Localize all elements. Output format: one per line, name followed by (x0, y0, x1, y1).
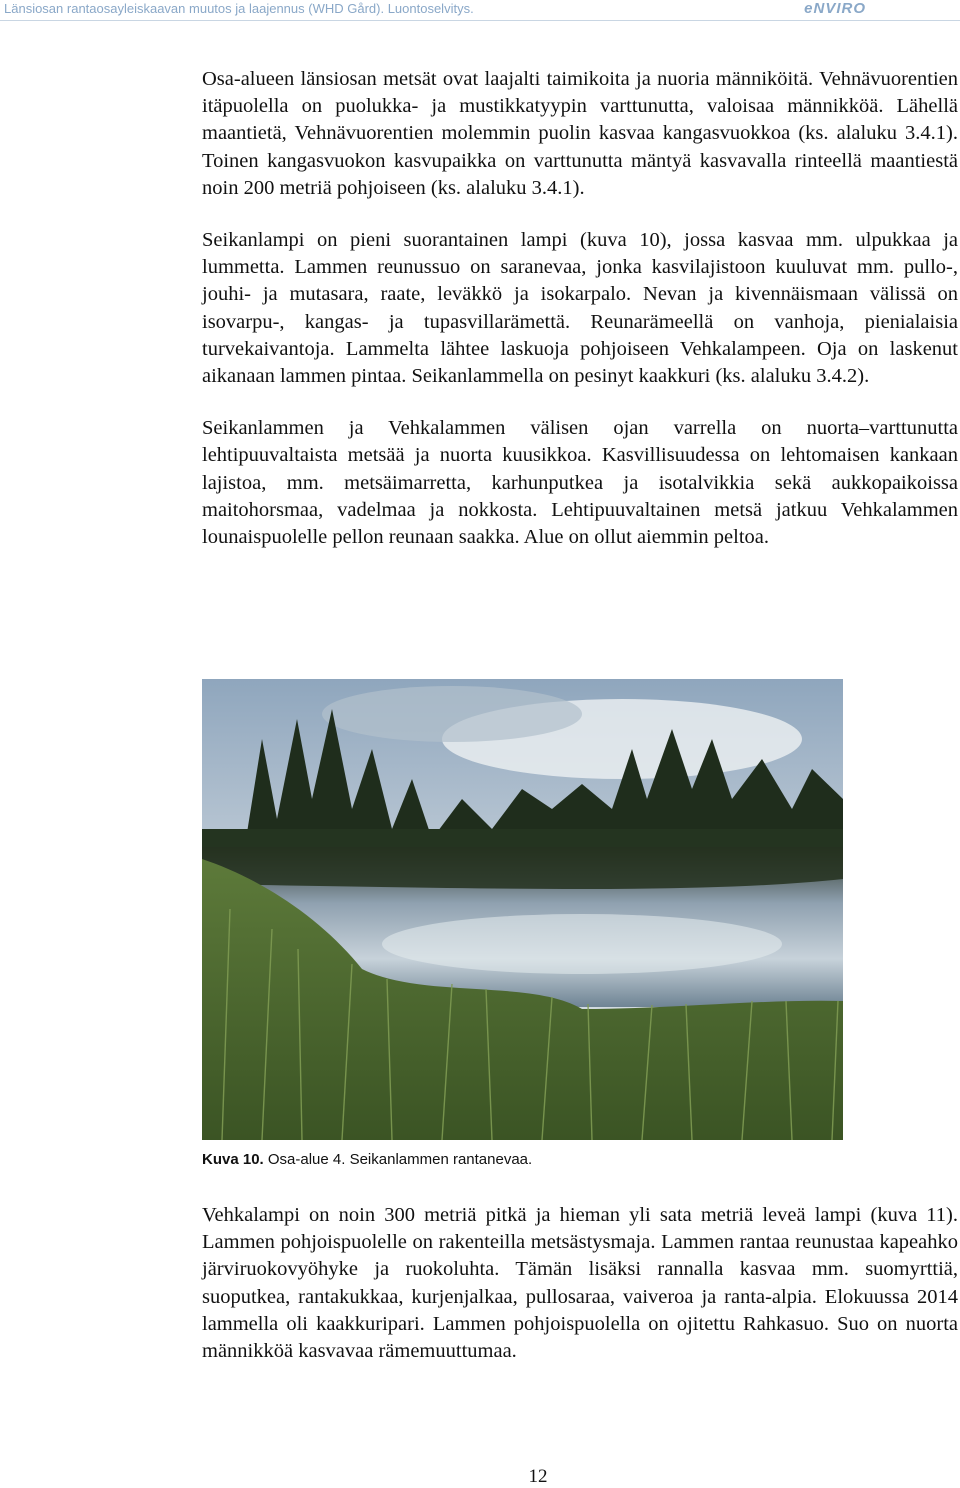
forest-base (202, 829, 843, 849)
header-divider (0, 20, 960, 21)
paragraph-forests: Osa-alueen länsiosan metsät ovat laajalti taimikoita ja nuoria männiköitä. Vehnävuorentien itäpuolella on puolukka- ja mustikkatyypin varttunutta, valoisaa männikköä. Lähellä maantietä, Vehnävuorentien molemmin puolin kasvaa kangasvuokkoa (ks. alaluku 3.4.1). Toinen kangasvuokon kasvupaikka on varttunutta mäntyä kasvavalla rinteellä maantiestä noin 200 metriä pohjoiseen (ks. alaluku 3.4.1). (202, 68, 958, 199)
page-header (0, 0, 960, 22)
page-number: 12 (528, 1466, 548, 1487)
header-title: Länsiosan rantaosayleiskaavan muutos ja laajennus (WHD Gård). Luontoselvitys. (4, 1, 474, 16)
lake-photo-illustration (202, 679, 843, 1140)
enviro-logo: eNVIRO (804, 0, 866, 17)
body-text-top (202, 66, 958, 551)
paragraph-seikanlampi: Seikanlampi on pieni suorantainen lampi (kuva 10), jossa kasvaa mm. ulpukkaa ja lummetta. Lammen reunussuo on saranevaa, jonka kasvilajistoon kuuluvat mm. pullo-, jouhi- ja mutasara, raate, leväkkö ja isokarpalo. Nevan ja kivennäismaan välissä on isovarpu-, kangas- ja tupasvillarämettä. Reunarämeellä on vanhoja, pienialaisia turvekaivantoja. Lammelta lähtee laskuoja pohjoiseen Vehkalampeen. Oja on laskenut aikanaan lammen pintaa. Seikanlammella on pesinyt kaakkuri (ks. alaluku 3.4.2). (202, 229, 958, 388)
caption-text: Osa-alue 4. Seikanlammen rantanevaa. (263, 1151, 533, 1168)
caption-label: Kuva 10. (202, 1151, 264, 1168)
figure-photo-lake (202, 679, 843, 1140)
body-text-bottom (202, 1202, 958, 1365)
paragraph-ditch-forest: Seikanlammen ja Vehkalammen välisen ojan varrella on nuorta–varttunutta lehtipuuvaltaista metsää ja nuorta kuusikkoa. Kasvillisuudessa on lehtomaisen kankaan lajistoa, mm. metsäimarretta, karhunputkea ja isotalvikkia sekä aukkopaikoissa maitohorsmaa, vadelmaa ja nokkosta. Lehtipuuvaltainen metsä jatkuu Vehkalammen lounaispuolelle pellon reunaan saakka. Alue on ollut aiemmin peltoa. (202, 417, 958, 549)
cloud (322, 686, 582, 742)
figure-caption (202, 1150, 532, 1170)
paragraph-vehkalampi: Vehkalampi on noin 300 metriä pitkä ja hieman yli sata metriä leveä lampi (kuva 11). Lammen pohjoispuolelle on rakenteilla metsästysmaja. Lammen rantaa reunustaa kapeahko järviruokovyöhyke ja ruokoluhta. Tämän lisäksi rannalla kasvaa mm. suomyrttiä, suoputkea, rantakukkaa, kurjenjalkaa, pullosaraa, vaiveroa ja ranta-alpia. Elokuussa 2014 lammella oli kaakkuripari. Lammen pohjoispuolella on ojitettu Rahkasuo. Suo on nuorta männikköä kasvavaa rämemuuttumaa. (202, 1204, 958, 1363)
cloud-reflection (382, 914, 782, 974)
forest-reflection (202, 847, 843, 889)
